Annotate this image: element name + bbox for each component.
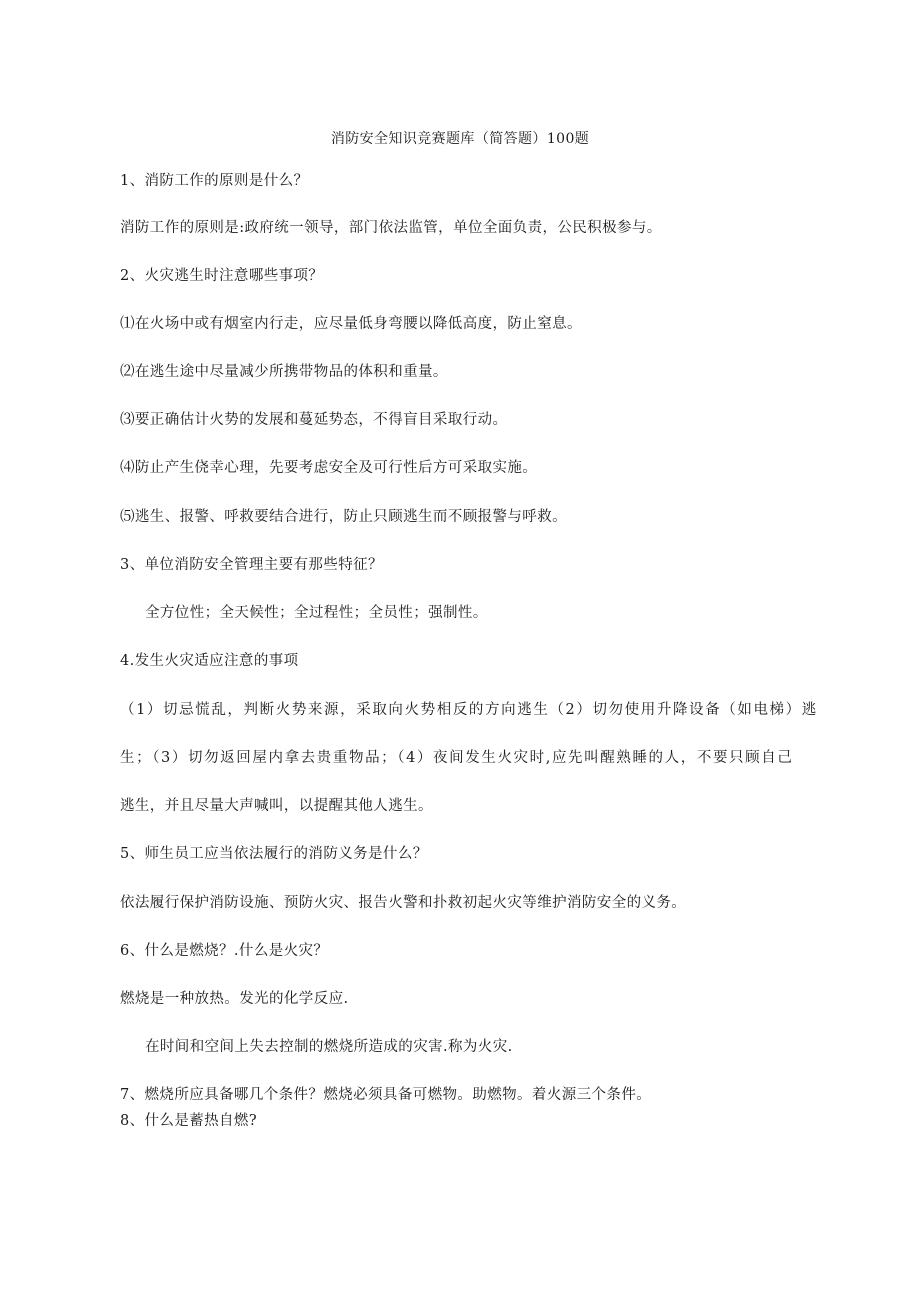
- answer-2-item-2: ⑵在逃生途中尽量减少所携带物品的体积和重量。: [120, 364, 448, 380]
- page-title: 消防安全知识竞赛题库（简答题）100题: [330, 131, 590, 147]
- answer-4-line-1: （1）切忌慌乱，判断火势来源，采取向火势相反的方向逃生（2）切勿使用升降设备（如电梯）逃: [120, 702, 818, 718]
- answer-3: 全方位性；全天候性；全过程性；全员性；强制性。: [145, 605, 488, 621]
- answer-2-item-5: ⑸逃生、报警、呼救要结合进行，防止只顾逃生而不顾报警与呼救。: [120, 509, 567, 525]
- answer-5: 依法履行保护消防设施、预防火灾、报告火警和扑救初起火灾等维护消防安全的义务。: [120, 895, 687, 911]
- answer-2-item-3: ⑶要正确估计火势的发展和蔓延势态，不得盲目采取行动。: [120, 412, 508, 428]
- question-5: 5、师生员工应当依法履行的消防义务是什么？: [120, 846, 428, 862]
- question-4: 4.发生火灾适应注意的事项: [120, 653, 299, 669]
- question-3: 3、单位消防安全管理主要有那些特征？: [120, 557, 383, 573]
- answer-6-part-2: 在时间和空间上失去控制的燃烧所造成的灾害.称为火灾.: [145, 1039, 513, 1055]
- answer-4-line-2: 生；（3）切勿返回屋内拿去贵重物品；（4）夜间发生火灾时,应先叫醒熟睡的人，不要只顾自己: [120, 750, 794, 766]
- answer-2-item-1: ⑴在火场中或有烟室内行走，应尽量低身弯腰以降低高度，防止窒息。: [120, 316, 582, 332]
- question-8: 8、什么是蓄热自燃?: [120, 1113, 257, 1129]
- answer-1: 消防工作的原则是:政府统一领导，部门依法监管，单位全面负责，公民积极参与。: [120, 220, 662, 236]
- answer-4-line-3: 逃生，并且尽量大声喊叫，以提醒其他人逃生。: [120, 798, 433, 814]
- question-6: 6、什么是燃烧？.什么是火灾？: [120, 943, 329, 959]
- question-2: 2、火灾逃生时注意哪些事项？: [120, 268, 324, 284]
- answer-2-item-4: ⑷防止产生侥幸心理，先要考虑安全及可行性后方可采取实施。: [120, 460, 538, 476]
- answer-6-part-1: 燃烧是一种放热。发光的化学反应.: [120, 991, 349, 1007]
- question-1: 1、消防工作的原则是什么？: [120, 173, 309, 189]
- question-7: 7、燃烧所应具备哪几个条件？燃烧必须具备可燃物。助燃物。着火源三个条件。: [120, 1087, 652, 1103]
